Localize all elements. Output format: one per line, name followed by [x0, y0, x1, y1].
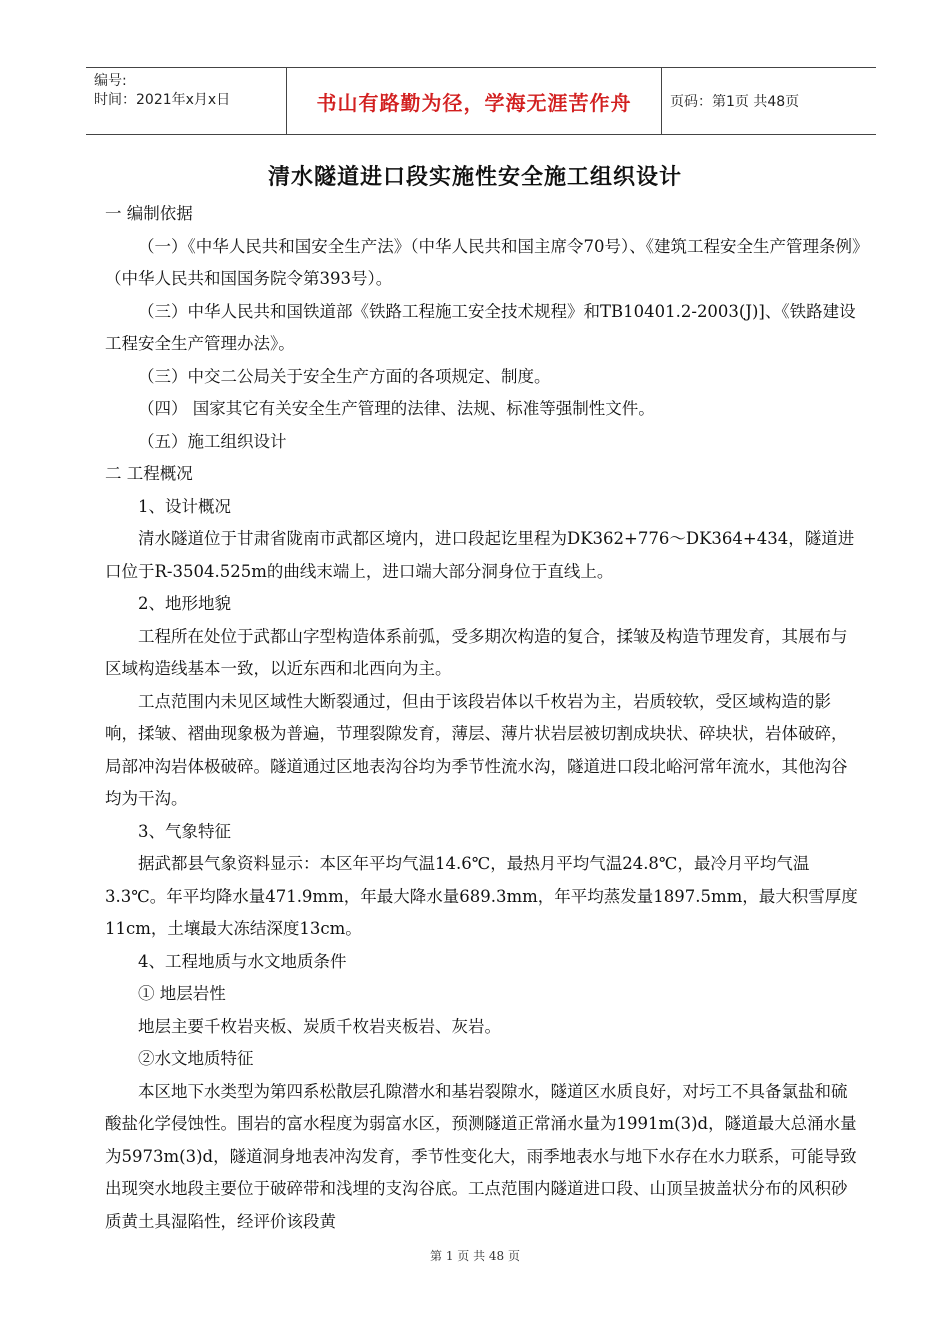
section-heading: 二 工程概况 — [105, 464, 193, 483]
body-paragraph: （一）《中华人民共和国安全生产法》（中华人民共和国主席令70号）、《建筑工程安全生产管理条例》（中华人民共和国国务院令第393号）。 — [105, 236, 861, 288]
body-paragraph: 1、设计概况 — [138, 496, 231, 516]
body-paragraph: 2、地形地貌 — [138, 594, 231, 613]
section-heading: 一 编制依据 — [105, 204, 193, 223]
body-paragraph: 本区地下水类型为第四系松散层孔隙潜水和基岩裂隙水，隧道区水质良好，对圬工不具备氯盐和硫酸盐化学侵蚀性。围岩的富水程度为弱富水区，预测隧道正常涌水量为1991m(3)d，隧道最大总涌水量为5973m(3)d，隧道洞身地表冲沟发育，季节性变化大，雨季地表水与地下水存在水力联系，可能导致出现突水地段主要位于破碎带和浅埋的支沟谷底。工点范围内隧道进口段、山顶呈披盖状分布的风积砂质黄土具湿陷性，经评价该段黄 — [105, 1081, 857, 1231]
body-paragraph: 工点范围内未见区域性大断裂通过，但由于该段岩体以千枚岩为主，岩质较软，受区域构造的影响，揉皱、褶曲现象极为普遍，节理裂隙发育，薄层、薄片状岩层被切割成块状、碎块状，岩体破碎，局部冲沟岩体极破碎。隧道通过区地表沟谷均为季节性流水沟，隧道进口段北峪河常年流水，其他沟谷均为干沟。 — [105, 691, 848, 808]
page-footer: 第 1 页 共 48 页 — [430, 1249, 520, 1263]
document-title: 清水隧道进口段实施性安全施工组织设计 — [267, 164, 682, 190]
body-paragraph: （三）中华人民共和国铁道部《铁路工程施工安全技术规程》和TB10401.2-2003(J)]、《铁路建设工程安全生产管理办法》。 — [105, 301, 856, 353]
body-paragraph: 清水隧道位于甘肃省陇南市武都区境内，进口段起讫里程为DK362+776～DK364+434，隧道进口位于R-3504.525m的曲线末端上，进口端大部分洞身位于直线上。 — [105, 529, 855, 581]
body-paragraph: 地层主要千枚岩夹板、炭质千枚岩夹板岩、灰岩。 — [138, 1016, 501, 1036]
document-time: 时间：2021年x月x日 — [94, 92, 231, 108]
header-motto: 书山有路勤为径，学海无涯苦作舟 — [286, 68, 662, 134]
header-meta — [86, 68, 286, 134]
body-paragraph: ②水文地质特征 — [138, 1049, 254, 1068]
page-header — [86, 67, 876, 135]
body-paragraph: （四） 国家其它有关安全生产管理的法律、法规、标准等强制性文件。 — [138, 399, 655, 418]
body-paragraph: 工程所在处位于武都山字型构造体系前弧，受多期次构造的复合，揉皱及构造节理发育，其展布与区域构造线基本一致，以近东西和北西向为主。 — [105, 626, 848, 678]
body-paragraph: 4、工程地质与水文地质条件 — [138, 951, 347, 971]
body-paragraph: （三）中交二公局关于安全生产方面的各项规定、制度。 — [138, 366, 551, 386]
document-body — [105, 198, 862, 1238]
body-paragraph: 3、气象特征 — [138, 821, 231, 841]
body-paragraph: 据武都县气象资料显示：本区年平均气温14.6℃，最热月平均气温24.8℃，最冷月平均气温3.3℃。年平均降水量471.9mm，年最大降水量689.3mm，年平均蒸发量1897.5mm，最大积雪厚度11cm，土壤最大冻结深度13cm。 — [105, 854, 858, 938]
body-paragraph: ① 地层岩性 — [138, 984, 226, 1003]
document-number-label: 编号: — [94, 73, 127, 89]
header-page-info: 页码：第1页 共48页 — [670, 94, 800, 110]
body-paragraph: （五）施工组织设计 — [138, 431, 287, 451]
